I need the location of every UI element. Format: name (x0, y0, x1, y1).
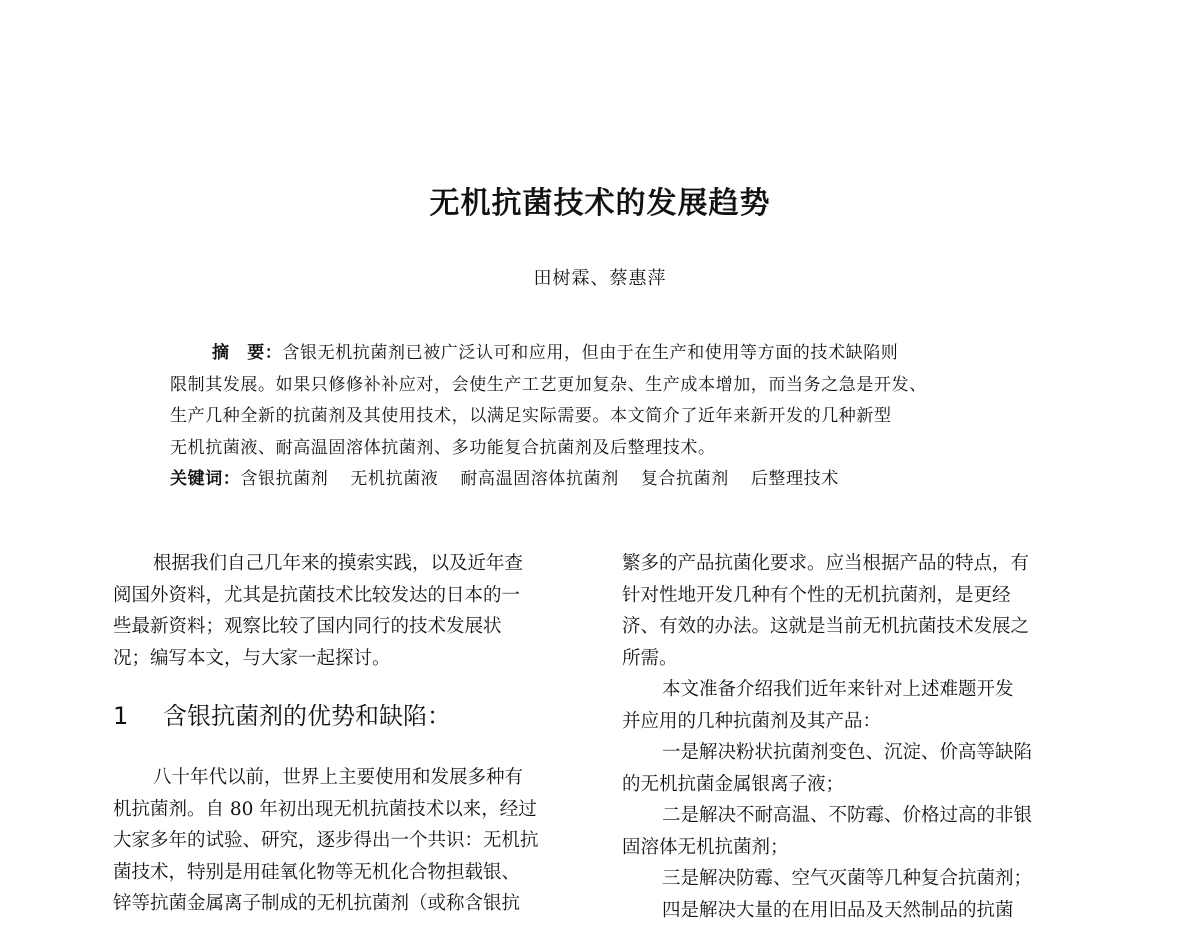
right-column (622, 548, 1088, 926)
text-line: 菌技术，特别是用硅氧化物等无机化合物担载银、 (113, 861, 521, 883)
intro-paragraph (113, 548, 579, 674)
keyword: 复合抗菌剂 (640, 469, 729, 489)
keyword: 后整理技术 (750, 469, 839, 489)
text-line: 根据我们自己几年来的摸索实践，以及近年查 (153, 553, 524, 574)
body-paragraph (113, 762, 579, 920)
text-line: 三是解决防霉、空气灭菌等几种复合抗菌剂； (662, 868, 1033, 889)
keyword: 含银抗菌剂 (240, 469, 329, 489)
left-column (113, 548, 579, 920)
text-line: 锌等抗菌金属离子制成的无机抗菌剂（或称含银抗 (113, 893, 521, 914)
text-line: 本文准备介绍我们近年来针对上述难题开发 (662, 679, 1014, 700)
list-item (622, 863, 1088, 895)
abstract-label: 摘 要： (212, 343, 283, 363)
abstract (170, 338, 1040, 496)
text-line: 的无机抗菌金属银离子液； (622, 773, 845, 795)
text-line: 济、有效的办法。这就是当前无机抗菌技术发展之 (622, 616, 1030, 637)
keyword: 无机抗菌液 (350, 469, 439, 489)
keywords (170, 464, 1040, 496)
text-line: 二是解决不耐高温、不防霉、价格过高的非银 (662, 805, 1033, 826)
text-line: 阅国外资料，尤其是抗菌技术比较发达的日本的一 (113, 584, 521, 606)
text-line: 繁多的产品抗菌化要求。应当根据产品的特点，有 (622, 553, 1030, 574)
text-line: 所需。 (622, 647, 678, 669)
text-line: 并应用的几种抗菌剂及其产品： (622, 710, 882, 732)
intro2-paragraph (622, 674, 1088, 737)
section-title: 含银抗菌剂的优势和缺陷： (163, 702, 451, 730)
text-line: 八十年代以前，世界上主要使用和发展多种有 (153, 767, 524, 788)
text-line: 机抗菌剂。自 80 年初出现无机抗菌技术以来，经过 (113, 798, 537, 820)
keywords-label: 关键词： (170, 469, 241, 489)
list-item (622, 895, 1088, 927)
section-heading (113, 700, 579, 732)
text-line: 四是解决大量的在用旧品及天然制品的抗菌 (662, 899, 1014, 921)
abstract-line: 无机抗菌液、耐高温固溶体抗菌剂、多功能复合抗菌剂及后整理技术。 (170, 437, 716, 458)
section-number: 1 (113, 702, 129, 730)
list-item (622, 737, 1088, 800)
list-item (622, 800, 1088, 863)
abstract-line: 生产几种全新的抗菌剂及其使用技术，以满足实际需要。本文简介了近年来新开发的几种新型 (170, 406, 892, 426)
authors: 田树霖、蔡惠萍 (533, 268, 667, 289)
text-line: 一是解决粉状抗菌剂变色、沉淀、价高等缺陷 (662, 742, 1033, 763)
keyword: 耐高温固溶体抗菌剂 (460, 469, 619, 489)
text-line: 大家多年的试验、研究，逐步得出一个共识：无机抗 (113, 830, 539, 851)
text-line: 针对性地开发几种有个性的无机抗菌剂，是更经 (622, 584, 1011, 606)
paper-title: 无机抗菌技术的发展趋势 (429, 186, 771, 221)
continued-paragraph (622, 548, 1088, 674)
text-line: 些最新资料；观察比较了国内同行的技术发展状 (113, 616, 502, 637)
text-line: 固溶体无机抗菌剂； (622, 836, 789, 858)
abstract-line: 摘 要：含银无机抗菌剂已被广泛认可和应用，但由于在生产和使用等方面的技术缺陷则 (212, 343, 899, 363)
text-line: 况；编写本文，与大家一起探讨。 (113, 647, 391, 669)
abstract-line: 限制其发展。如果只修修补补应对，会使生产工艺更加复杂、生产成本增加，而当务之急是开发、 (170, 374, 927, 395)
